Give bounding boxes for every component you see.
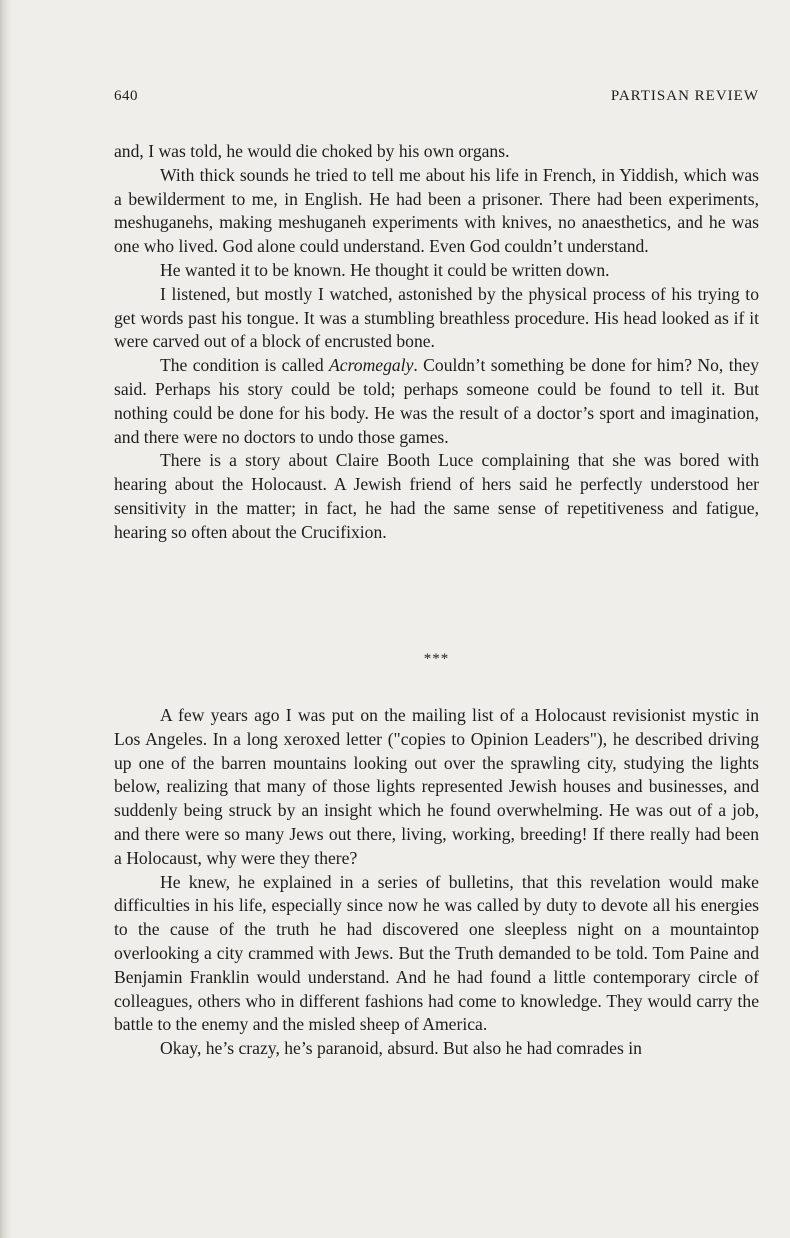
italic-term: Acromegaly: [329, 355, 414, 376]
section-two-text: [114, 704, 759, 1061]
paragraph: and, I was told, he would die choked by his own organs.: [114, 141, 510, 161]
paragraph: He wanted it to be known. He thought it could be written down.: [160, 259, 610, 280]
paragraph: I listened, but mostly I watched, astonished by the physical process of his trying to get words past his tongue. It was a stumbling breathless procedure. His head looked as if it were carved out of a block of encrusted bone.: [114, 283, 759, 352]
paragraph-text: . Couldn’t something be done for him? No, they said. Perhaps his story could be told; perhaps someone could be found to tell it. But nothing could be done for his body. He was the result of a doctor’s sport and imagination, and there were no doctors to undo those games.: [114, 355, 759, 447]
journal-title: PARTISAN REVIEW: [610, 88, 759, 104]
paragraph: A few years ago I was put on the mailing list of a Holocaust revisionist mystic in Los Angeles. In a long xeroxed letter ("copies to Opinion Leaders"), he described driving up one of the barren mountains looking out over the sprawling city, studying the lights below, realizing that many of those lights represented Jewish houses and businesses, and suddenly being struck by an insight which he found overwhelming. He was out of a job, and there were so many Jews out there, living, working, breeding! If there really had been a Holocaust, why were they there?: [114, 705, 759, 868]
paragraph: Okay, he’s crazy, he’s paranoid, absurd. But also he had comrades in: [160, 1038, 642, 1059]
paragraph: There is a story about Claire Booth Luce complaining that she was bored with hearing about the Holocaust. A Jewish friend of hers said he perfectly understood her sensitivity in the matter; in fact, he had the same sense of repetitiveness and fatigue, hearing so often about the Crucifixion.: [114, 450, 759, 542]
section-one-text: [114, 140, 759, 545]
paragraph-acromegaly: [114, 354, 759, 449]
paragraph-text: The condition is called: [160, 355, 330, 376]
paragraph: He knew, he explained in a series of bulletins, that this revelation would make difficulties in his life, especially since now he was called by duty to devote all his energies to the cause of the truth he had discovered one sleepless night on a mountaintop overlooking a city crammed with Jews. But the Truth demanded to be told. Tom Paine and Benjamin Franklin would understand. And he had found a little contemporary circle of colleagues, others who in different fashions had come to knowledge. They would carry the battle to the enemy and the misled sheep of America.: [114, 871, 759, 1035]
running-header: [114, 88, 759, 108]
paragraph: With thick sounds he tried to tell me about his life in French, in Yiddish, which was a bewilderment to me, in English. He had been a prisoner. There had been experiments, meshuganehs, making meshuganeh experiments with knives, no anaesthetics, and he was one who lived. God alone could understand. Even God couldn’t understand.: [114, 164, 759, 257]
page-binding-edge: [0, 0, 12, 1238]
section-separator: ***: [423, 651, 450, 667]
page-number: 640: [114, 88, 138, 104]
